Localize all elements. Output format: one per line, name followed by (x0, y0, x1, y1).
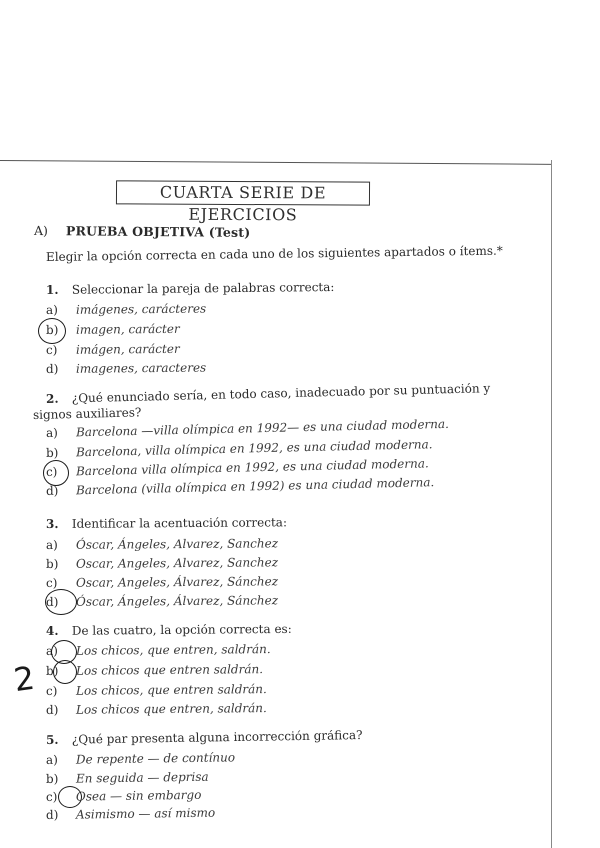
option-label: b) (45, 556, 59, 571)
option-label: b) (45, 445, 59, 460)
option-label: c) (45, 464, 58, 479)
option-text: imagen, carácter (75, 321, 180, 337)
option-text: Barcelona, villa olímpica en 1992, es una ciudad moderna. (75, 437, 433, 460)
q1-option-a (46, 302, 206, 317)
question-number: 4. (45, 623, 59, 638)
question-text: Seleccionar la pareja de palabras correcta: (71, 279, 335, 297)
section-letter: A) (33, 223, 48, 239)
option-text: Oscar, Angeles, Álvarez, Sánchez (75, 574, 279, 590)
q4-option-c (46, 682, 267, 698)
page-title: CUARTA SERIE DE EJERCICIOS (116, 180, 370, 205)
option-text: Barcelona —villa olímpica en 1992— es una ciudad moderna. (75, 416, 450, 440)
answer-circle-q4-b (53, 660, 77, 684)
question-number: 2. (45, 391, 59, 406)
q4-option-d (46, 701, 267, 717)
option-text: Barcelona (villa olímpica en 1992) es una ciudad moderna. (75, 475, 435, 498)
q3-option-a (46, 536, 278, 552)
answer-circle-q5-c (58, 786, 82, 808)
question-text: ¿Qué par presenta alguna incorrección gráfica? (71, 728, 363, 747)
option-text: Asimismo — así mismo (75, 805, 216, 822)
option-label: c) (45, 342, 58, 357)
instruction-text: Elegir la opción correcta en cada uno de los siguientes apartados o ítems.* (45, 243, 503, 264)
option-text: Barcelona villa olímpica en 1992, es una ciudad moderna. (75, 456, 429, 479)
q3-option-d (46, 593, 278, 609)
option-label: b) (45, 663, 59, 678)
page-right-edge (551, 160, 552, 848)
answer-circle-q3-d (45, 589, 77, 615)
q2-option-d (46, 475, 435, 498)
question-3 (46, 515, 287, 531)
answer-circle-q1-b (38, 318, 66, 344)
option-label: d) (45, 807, 59, 822)
question-number: 1. (45, 282, 59, 297)
handwritten-score: 2 (11, 658, 37, 700)
option-label: a) (45, 537, 58, 552)
option-text: Los chicos, que entren, saldrán. (75, 642, 271, 658)
section-heading (34, 223, 251, 240)
q2-option-a (46, 417, 449, 440)
option-label: d) (45, 702, 59, 717)
q5-option-d (46, 806, 215, 822)
question-number: 5. (45, 732, 59, 747)
option-label: c) (45, 683, 58, 698)
option-text: Oscar, Angeles, Alvarez, Sanchez (75, 555, 279, 571)
q4-option-a (46, 642, 271, 658)
option-text: imágen, carácter (75, 341, 180, 357)
option-label: b) (45, 322, 59, 337)
q5-option-a (46, 750, 235, 767)
q1-option-c (46, 342, 180, 357)
page-top-edge (0, 160, 552, 165)
question-2-continuation: signos auxiliares? (32, 405, 142, 422)
option-text: De repente — de contínuo (75, 750, 236, 767)
q3-option-c (46, 574, 278, 590)
option-text: Osea — sin embargo (75, 787, 202, 804)
q3-option-b (46, 555, 278, 571)
question-number: 3. (45, 516, 59, 531)
option-label: d) (45, 483, 59, 498)
option-text: Los chicos que entren saldrán. (75, 662, 264, 678)
q4-option-b (46, 662, 263, 678)
option-text: Los chicos, que entren saldrán. (75, 682, 267, 698)
option-label: b) (45, 771, 59, 786)
q5-option-b (46, 770, 209, 786)
option-text: En seguida — deprisa (75, 769, 209, 786)
section-name: PRUEBA OBJETIVA (Test) (65, 223, 251, 240)
option-label: a) (45, 425, 58, 440)
option-label: a) (45, 752, 58, 767)
option-label: d) (45, 361, 59, 376)
option-label: a) (45, 643, 58, 658)
option-text: Los chicos que entren, saldrán. (75, 701, 267, 717)
option-label: c) (45, 789, 58, 804)
question-text: ¿Qué enunciado sería, en todo caso, inadecuado por su puntuación y (71, 381, 491, 406)
option-label: d) (45, 594, 59, 609)
question-2 (46, 381, 491, 406)
question-1 (46, 280, 335, 297)
option-text: Óscar, Ángeles, Álvarez, Sánchez (75, 593, 279, 609)
option-text: imágenes, carácteres (75, 301, 207, 317)
option-text: Óscar, Ángeles, Alvarez, Sanchez (75, 536, 279, 552)
option-label: c) (45, 575, 58, 590)
question-text: De las cuatro, la opción correcta es: (71, 621, 292, 638)
q1-option-b (46, 322, 180, 337)
question-text: Identificar la acentuación correcta: (71, 515, 288, 531)
q1-option-d (46, 361, 206, 376)
option-text: imagenes, caracteres (75, 360, 207, 376)
answer-circle-q2-c (43, 460, 69, 486)
option-label: a) (45, 302, 58, 317)
question-5 (46, 728, 363, 747)
question-4 (46, 622, 292, 638)
